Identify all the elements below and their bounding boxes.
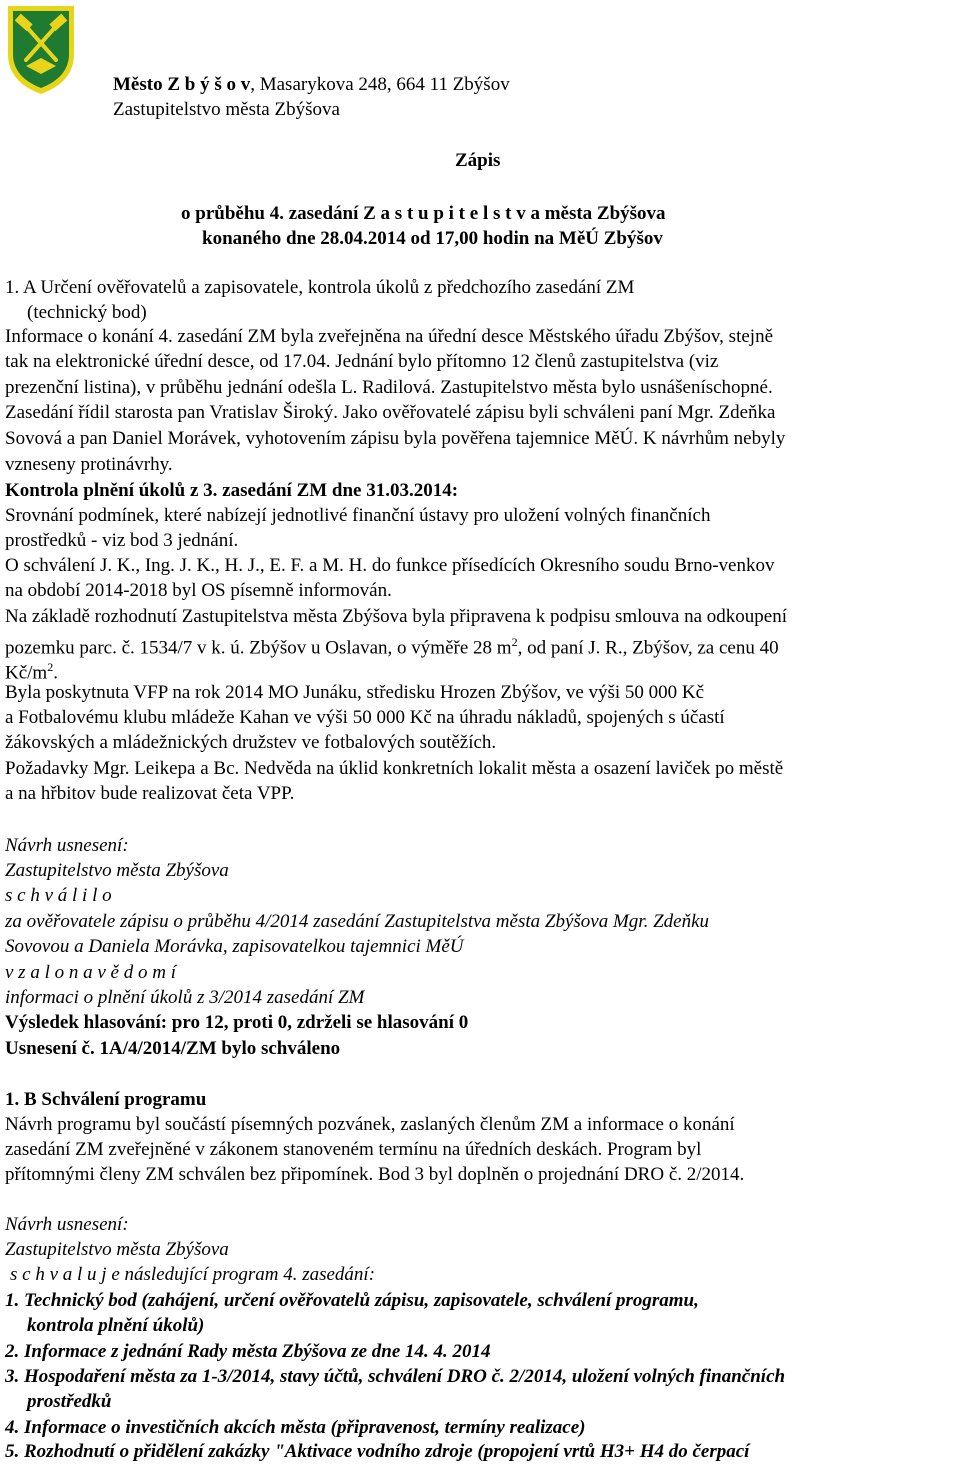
- section-1a-heading-cont: (technický bod): [27, 302, 147, 323]
- proposal-label: Návrh usnesení:: [5, 1214, 129, 1235]
- section-1a-body-line: Informace o konání 4. zasedání ZM byla zveřejněna na úřední desce Městského úřadu Zbýšov, stejně: [5, 326, 773, 347]
- control-body-line: O schválení J. K., Ing. J. K., H. J., E. F. a M. H. do funkce přísedících Okresního soudu Brno-venkov: [5, 555, 775, 576]
- control-body-line: Srovnání podmínek, které nabízejí jednotlivé finanční ústavy pro uložení volných finančních: [5, 505, 711, 526]
- approved-text: Sovovou a Daniela Morávka, zapisovatelkou tajemnici MěÚ: [5, 936, 464, 957]
- program-item: kontrola plnění úkolů): [27, 1315, 205, 1336]
- section-1a-body-line: Zasedání řídil starosta pan Vratislav Široký. Jako ověřovatelé zápisu byli schváleni paní Mgr. Zdeňka: [5, 402, 776, 423]
- control-heading: Kontrola plnění úkolů z 3. zasedání ZM dne 31.03.2014:: [5, 480, 459, 501]
- section-1b-body-line: zasedání ZM zveřejněné v zákonem stanoveném termínu na úředních deskách. Program byl: [5, 1139, 702, 1160]
- program-item: 3. Hospodaření města za 1-3/2014, stavy účtů, schválení DRO č. 2/2014, uložení volných finančních: [5, 1366, 786, 1387]
- council-name: Zastupitelstvo města Zbýšova: [5, 860, 229, 881]
- control-body-line: Byla poskytnuta VFP na rok 2014 MO Junáku, středisku Hrozen Zbýšov, ve výši 50 000 Kč: [5, 682, 705, 703]
- control-body-line: Na základě rozhodnutí Zastupitelstva města Zbýšova byla připravena k podpisu smlouva na odkoupení: [5, 606, 787, 627]
- vote-result: Výsledek hlasování: pro 12, proti 0, zdrželi se hlasování 0: [5, 1012, 469, 1033]
- section-1a-body-line: Sovová a pan Daniel Morávek, vyhotovením zápisu byla pověřena tajemnice MěÚ. K návrhům nebyly: [5, 428, 786, 449]
- approved-word: s c h v á l i l o: [5, 885, 112, 906]
- header-council: Zastupitelstvo města Zbýšova: [113, 99, 340, 120]
- proposal-label: Návrh usnesení:: [5, 835, 129, 856]
- control-body-line: prostředků - viz bod 3 jednání.: [5, 530, 239, 551]
- noted-text: informaci o plnění úkolů z 3/2014 zasedání ZM: [5, 987, 365, 1008]
- approved-text: za ověřovatele zápisu o průběhu 4/2014 zasedání Zastupitelstva města Zbýšova Mgr. Zdeňku: [5, 911, 710, 932]
- header-town: Město Z b ý š o v: [113, 74, 251, 95]
- program-item: prostředků: [27, 1391, 112, 1412]
- town-coat-of-arms-icon: [4, 2, 78, 96]
- section-1a-body-line: prezenční listina), v průběhu jednání odešla L. Radilová. Zastupitelstvo města bylo usnášeníschopné.: [5, 377, 773, 398]
- header-address-line: Město Z b ý š o v, Masarykova 248, 664 11 Zbýšov: [113, 74, 510, 95]
- section-1b-heading: 1. B Schválení programu: [5, 1089, 207, 1110]
- program-item: 1. Technický bod (zahájení, určení ověřovatelů zápisu, zapisovatele, schválení programu,: [5, 1290, 699, 1311]
- section-1a-body-line: vzneseny protinávrhy.: [5, 454, 173, 475]
- control-body-line: a na hřbitov bude realizovat četa VPP.: [5, 783, 295, 804]
- noted-word: v z a l o n a v ě d o m í: [5, 962, 176, 983]
- approves-line: s c h v a l u j e následující program 4. zasedání:: [10, 1264, 376, 1285]
- control-body-line: žákovských a mládežnických družstev ve fotbalových soutěžích.: [5, 732, 497, 753]
- section-1a-body-line: tak na elektronické úřední desce, od 17.04. Jednání bylo přítomno 12 členů zastupitelstva (viz: [5, 351, 719, 372]
- section-1b-body-line: přítomnými členy ZM schválen bez připomínek. Bod 3 byl doplněn o projednání DRO č. 2/2014.: [5, 1164, 745, 1185]
- title-line-1: o průběhu 4. zasedání Z a s t u p i t e l s t v a města Zbýšova: [181, 203, 666, 224]
- program-item: 4. Informace o investičních akcích města (připravenost, termíny realizace): [5, 1417, 586, 1438]
- price-line: $Kč/m^2$.: [5, 660, 58, 684]
- control-body-line: a Fotbalovému klubu mládeže Kahan ve výši 50 000 Kč na úhradu nákladů, spojených s účastí: [5, 707, 725, 728]
- program-item: 5. Rozhodnutí o přidělení zakázky "Aktivace vodního zdroje (propojení vrtů H3+ H4 do čerpací: [5, 1441, 750, 1462]
- control-body-line: Požadavky Mgr. Leikepa a Bc. Nedvěda na úklid konkretních lokalit města a osazení laviček po městě: [5, 758, 784, 779]
- control-body-line: na období 2014-2018 byl OS písemně informován.: [5, 580, 392, 601]
- program-item: 2. Informace z jednání Rady města Zbýšova ze dne 14. 4. 2014: [5, 1341, 491, 1362]
- section-1b-body-line: Návrh programu byl součástí písemných pozvánek, zaslaných členům ZM a informace o konání: [5, 1114, 735, 1135]
- document-title: Zápis: [455, 150, 501, 171]
- title-line-2: konaného dne 28.04.2014 od 17,00 hodin na MěÚ Zbýšov: [202, 228, 663, 249]
- council-name: Zastupitelstvo města Zbýšova: [5, 1239, 229, 1260]
- resolution: Usnesení č. 1A/4/2014/ZM bylo schváleno: [5, 1038, 341, 1059]
- section-1a-heading: 1. A Určení ověřovatelů a zapisovatele, kontrola úkolů z předchozího zasedání ZM: [5, 277, 635, 298]
- parcel-line: pozemku parc. č. 1534/7 v k. ú. Zbýšov u Oslavan, o výměře 28 $m^2$, od paní J. R., Zbýšov, za cenu 40: [5, 635, 779, 659]
